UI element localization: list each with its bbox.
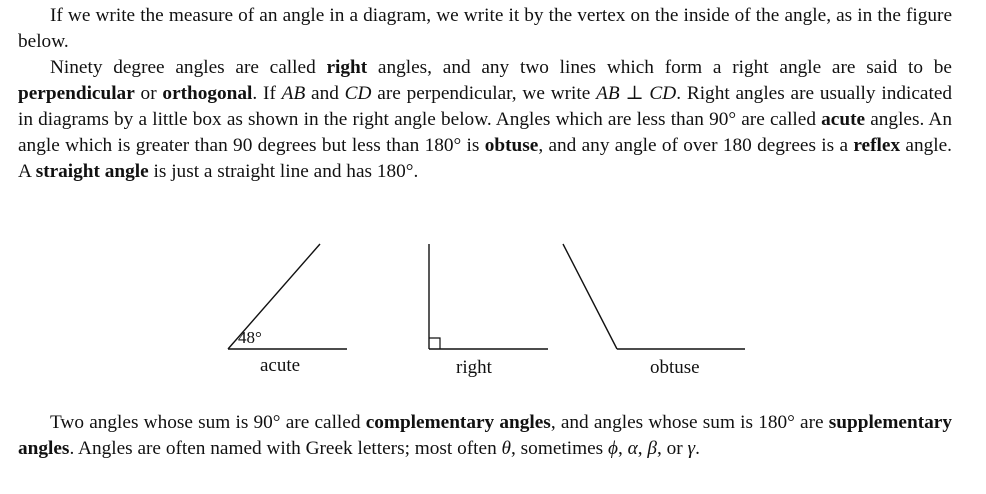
- greek-alpha: α: [627, 438, 638, 459]
- greek-theta: θ: [501, 438, 512, 459]
- text-run: , or: [656, 438, 688, 459]
- perpendicular-symbol: ⊥: [619, 83, 650, 104]
- text-run: ,: [637, 438, 648, 459]
- math-ab: AB: [281, 83, 306, 104]
- text-run: Ninety degree angles are called: [50, 57, 327, 78]
- top-text: [18, 3, 952, 185]
- text-run: . Angles are often named with Greek letters; most often: [69, 438, 502, 459]
- greek-gamma: γ: [687, 438, 696, 459]
- right-label: right: [456, 357, 492, 378]
- paragraph-vertex-measure: [18, 3, 952, 55]
- term-perpendicular: perpendicular: [18, 83, 135, 104]
- right-angle: [429, 244, 548, 349]
- term-right: right: [326, 57, 368, 78]
- text-run: or: [134, 83, 163, 104]
- obtuse-label: obtuse: [650, 357, 700, 378]
- term-supplementary: supplementary angles: [18, 412, 952, 459]
- text-run: angle. A: [18, 135, 952, 182]
- term-acute: acute: [821, 109, 866, 130]
- angle-figure: [0, 232, 986, 392]
- text-run: , and any angle of over 180 degrees is a: [538, 135, 854, 156]
- greek-phi: ϕ: [607, 438, 618, 459]
- text-run: angles. An angle which is greater than 90 degrees but less than 180° is: [18, 109, 952, 156]
- math-cd: CD: [344, 83, 372, 104]
- angle-diagrams: [0, 232, 986, 392]
- math-cd: CD: [649, 83, 677, 104]
- text-run: . Right angles are usually indicated in diagrams by a little box as shown in the right angle below. Angles which are less than 90° are called: [18, 83, 953, 130]
- right-angle-box: [429, 338, 440, 349]
- text-run: angles, and any two lines which form a right angle are said to be: [367, 57, 952, 78]
- paragraph-angle-types: [18, 55, 952, 185]
- acute-label: acute: [260, 355, 301, 376]
- text-run: .: [695, 438, 700, 459]
- text-run: If we write the measure of an angle in a diagram, we write it by the vertex on the inside of the angle, as in the figure below.: [18, 5, 952, 52]
- acute-measure-label: 48°: [238, 328, 262, 347]
- text-run: , and angles whose sum is 180° are: [550, 412, 829, 433]
- term-complementary: complementary angles: [365, 412, 551, 433]
- text-run: are perpendicular, we write: [371, 83, 597, 104]
- paragraph-complementary: [18, 410, 952, 462]
- term-reflex: reflex: [853, 135, 901, 156]
- text-run: is just a straight line and has 180°.: [148, 161, 419, 182]
- bottom-text: [18, 410, 952, 462]
- text-run: ,: [617, 438, 628, 459]
- math-ab: AB: [596, 83, 620, 104]
- text-run: . If: [252, 83, 282, 104]
- obtuse-angle: [563, 244, 745, 349]
- greek-beta: β: [647, 438, 657, 459]
- obtuse-slanted-ray: [563, 244, 617, 349]
- text-run: , sometimes: [511, 438, 608, 459]
- text-run: Two angles whose sum is 90° are called: [50, 412, 366, 433]
- text-run: and: [305, 83, 345, 104]
- term-straight-angle: straight angle: [35, 161, 149, 182]
- term-orthogonal: orthogonal: [162, 83, 253, 104]
- term-obtuse: obtuse: [484, 135, 539, 156]
